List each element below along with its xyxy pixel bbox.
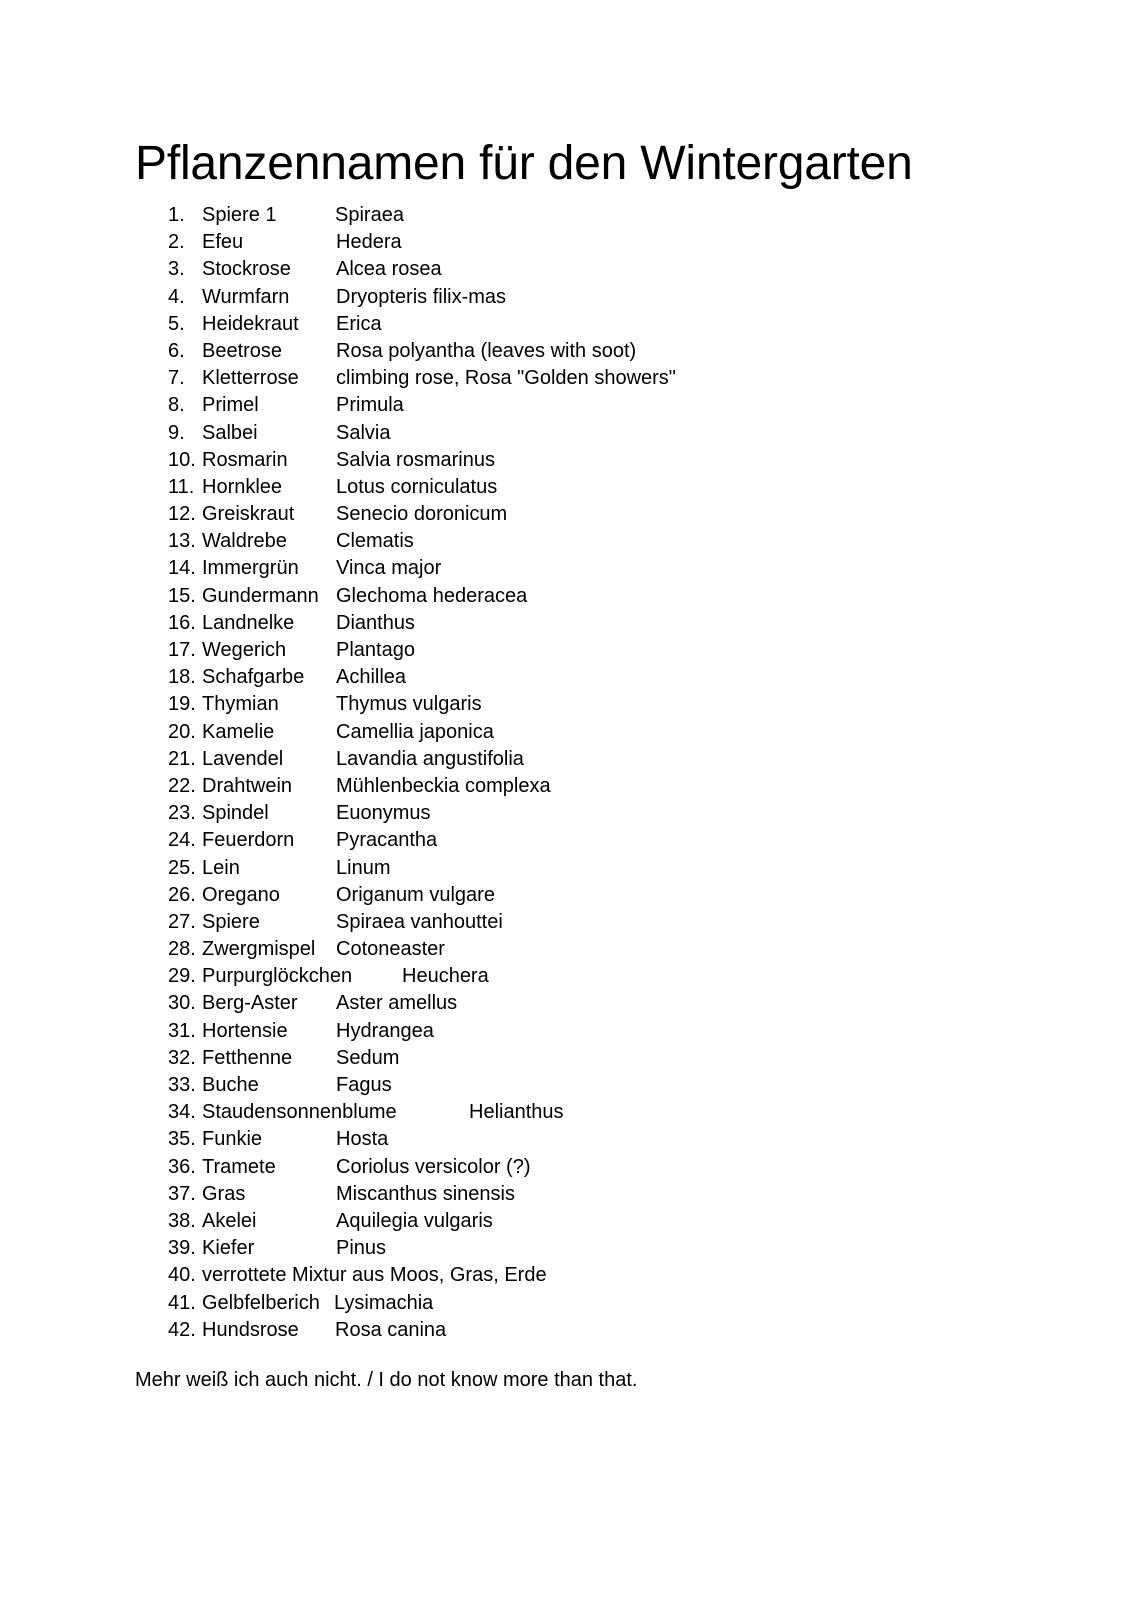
item-number: 34.	[168, 1101, 196, 1124]
list-item	[0, 610, 1131, 637]
list-item	[0, 691, 1131, 718]
latin-name: Rosa canina	[335, 1318, 447, 1341]
page-title: Pflanzennamen für den Wintergarten	[135, 137, 913, 190]
item-number: 38.	[168, 1209, 196, 1232]
list-item	[0, 963, 1131, 990]
list-item	[0, 528, 1131, 555]
latin-name: Dianthus	[336, 611, 415, 634]
item-number: 14.	[168, 557, 196, 580]
item-number: 16.	[168, 611, 196, 634]
german-name: Kiefer	[202, 1237, 255, 1260]
item-number: 28.	[168, 938, 196, 961]
german-name: Tramete	[202, 1155, 276, 1178]
item-number: 35.	[168, 1128, 196, 1151]
list-item	[0, 909, 1131, 936]
latin-name: Alcea rosea	[336, 258, 442, 281]
german-name: Funkie	[202, 1128, 263, 1151]
latin-name: Salvia rosmarinus	[336, 448, 495, 471]
item-number: 13.	[168, 530, 196, 553]
list-item	[0, 229, 1131, 256]
latin-name: Heuchera	[402, 965, 489, 988]
list-item	[0, 827, 1131, 854]
german-name: Schafgarbe	[202, 666, 305, 689]
german-name: Kletterrose	[202, 367, 299, 390]
german-name: Akelei	[202, 1209, 257, 1232]
german-name: Beetrose	[202, 339, 283, 362]
german-name: Buche	[202, 1074, 259, 1096]
latin-name: Rosa polyantha (leaves with soot)	[336, 339, 637, 362]
latin-name: Sedum	[336, 1046, 400, 1069]
list-item	[0, 746, 1131, 773]
latin-name: Hosta	[336, 1128, 389, 1151]
list-item	[0, 1072, 1131, 1099]
german-name: Rosmarin	[202, 448, 288, 471]
latin-name: Helianthus	[469, 1101, 564, 1124]
latin-name: Lavandia angustifolia	[336, 747, 524, 770]
latin-name: Salvia	[336, 421, 391, 444]
german-name: Spiere 1	[202, 204, 277, 226]
german-name: Immergrün	[202, 557, 299, 580]
list-item	[0, 311, 1131, 338]
latin-name: Cotoneaster	[336, 938, 445, 961]
german-name: Efeu	[202, 231, 244, 254]
latin-name: Pyracantha	[336, 829, 438, 852]
german-name: Purpurglöckchen	[202, 965, 353, 988]
latin-name: Erica	[336, 312, 382, 335]
item-number: 5.	[168, 312, 185, 335]
item-number: 8.	[168, 394, 185, 417]
latin-name: Aquilegia vulgaris	[336, 1209, 493, 1232]
german-name: Feuerdorn	[202, 829, 295, 852]
latin-name: Spiraea	[335, 204, 404, 226]
item-number: 1.	[168, 204, 185, 226]
list-item	[0, 1126, 1131, 1153]
list-item	[0, 284, 1131, 311]
list-item	[0, 583, 1131, 610]
latin-name: Plantago	[336, 639, 415, 661]
list-item	[0, 855, 1131, 882]
list-item	[0, 1181, 1131, 1208]
german-name: Lavendel	[202, 747, 284, 770]
item-number: 27.	[168, 910, 196, 933]
german-name: Hornklee	[202, 475, 283, 498]
item-number: 7.	[168, 367, 185, 390]
item-number: 22.	[168, 774, 196, 797]
list-item	[0, 420, 1131, 447]
list-item	[0, 256, 1131, 283]
list-item	[0, 555, 1131, 582]
latin-name: Achillea	[336, 666, 407, 689]
item-number: 9.	[168, 421, 185, 444]
list-item	[0, 1317, 1131, 1344]
latin-name: Euonymus	[336, 802, 431, 825]
item-number: 2.	[168, 231, 185, 254]
german-name: Waldrebe	[202, 530, 287, 553]
german-name: Lein	[202, 856, 240, 879]
latin-name: Linum	[336, 856, 391, 879]
item-number: 30.	[168, 992, 196, 1015]
list-item	[0, 1154, 1131, 1181]
latin-name: Glechoma hederacea	[336, 584, 528, 607]
german-name: Landnelke	[202, 611, 295, 634]
list-item	[0, 1045, 1131, 1072]
item-number: 25.	[168, 856, 196, 879]
list-item	[0, 800, 1131, 827]
item-number: 15.	[168, 584, 196, 607]
list-item	[0, 474, 1131, 501]
german-name: Greiskraut	[202, 503, 295, 526]
german-name: Hortensie	[202, 1019, 288, 1042]
german-name: Drahtwein	[202, 774, 293, 797]
latin-name: climbing rose, Rosa "Golden showers"	[336, 367, 676, 390]
german-name: Thymian	[202, 693, 279, 716]
item-number: 20.	[168, 720, 196, 743]
list-item	[0, 202, 1131, 229]
item-number: 3.	[168, 258, 185, 281]
item-number: 31.	[168, 1019, 196, 1042]
latin-name: Clematis	[336, 530, 414, 553]
german-name: Primel	[202, 394, 259, 417]
latin-name: Lysimachia	[334, 1291, 434, 1314]
german-name: Salbei	[202, 421, 258, 444]
german-name: Gelbfelberich	[202, 1291, 320, 1314]
list-item	[0, 365, 1131, 392]
latin-name: Camellia japonica	[336, 720, 494, 743]
latin-name: Coriolus versicolor (?)	[336, 1155, 531, 1178]
item-number: 24.	[168, 829, 196, 852]
list-item	[0, 501, 1131, 528]
item-number: 41.	[168, 1291, 196, 1314]
latin-name: Primula	[336, 394, 404, 417]
item-number: 12.	[168, 503, 196, 526]
list-item	[0, 1099, 1131, 1126]
list-item	[0, 392, 1131, 419]
item-number: 36.	[168, 1155, 196, 1178]
item-number: 23.	[168, 802, 196, 825]
german-name: Wegerich	[202, 639, 287, 661]
list-item	[0, 719, 1131, 746]
item-number: 42.	[168, 1318, 196, 1341]
latin-name: Fagus	[336, 1074, 392, 1096]
german-name: Hundsrose	[202, 1318, 299, 1341]
latin-name: Aster amellus	[336, 992, 458, 1015]
german-name: Fetthenne	[202, 1046, 293, 1069]
item-number: 10.	[168, 448, 196, 471]
german-name: Spindel	[202, 802, 269, 825]
list-item	[0, 664, 1131, 691]
list-item	[0, 1208, 1131, 1235]
list-item	[0, 773, 1131, 800]
german-name: Oregano	[202, 883, 280, 906]
latin-name: Hedera	[336, 231, 402, 254]
german-name: Stockrose	[202, 258, 291, 281]
plant-list	[0, 202, 1131, 1344]
list-item	[0, 1290, 1131, 1317]
item-number: 37.	[168, 1182, 196, 1205]
item-number: 39.	[168, 1237, 196, 1260]
list-item	[0, 447, 1131, 474]
item-number: 11.	[168, 475, 195, 498]
latin-name: Pinus	[336, 1237, 387, 1260]
item-number: 19.	[168, 693, 196, 716]
latin-name: Dryopteris filix-mas	[336, 285, 507, 308]
latin-name: Spiraea vanhouttei	[336, 910, 503, 933]
german-name: Gras	[202, 1182, 246, 1205]
list-item	[0, 1235, 1131, 1262]
closing-note: Mehr weiß ich auch nicht. / I do not know more than that.	[135, 1369, 638, 1391]
german-name: Zwergmispel	[202, 938, 316, 961]
german-name: Wurmfarn	[202, 285, 290, 308]
list-item	[0, 1262, 1131, 1289]
item-number: 26.	[168, 883, 196, 906]
list-item	[0, 338, 1131, 365]
list-item	[0, 637, 1131, 664]
german-name: Heidekraut	[202, 312, 299, 335]
latin-name: Origanum vulgare	[336, 883, 495, 906]
latin-name: Mühlenbeckia complexa	[336, 774, 551, 797]
item-number: 33.	[168, 1074, 196, 1096]
item-number: 32.	[168, 1046, 196, 1069]
item-number: 29.	[168, 965, 196, 988]
latin-name: Vinca major	[336, 557, 442, 580]
german-name: Staudensonnenblume	[202, 1101, 397, 1124]
list-item	[0, 990, 1131, 1017]
latin-name: Thymus vulgaris	[336, 693, 482, 716]
latin-name: Hydrangea	[336, 1019, 434, 1042]
latin-name: Senecio doronicum	[336, 503, 508, 526]
item-number: 17.	[168, 639, 196, 661]
german-name: verrottete Mixtur aus Moos, Gras, Erde	[202, 1264, 547, 1287]
item-number: 18.	[168, 666, 196, 689]
list-item	[0, 882, 1131, 909]
list-item	[0, 1018, 1131, 1045]
item-number: 40.	[168, 1264, 196, 1287]
item-number: 6.	[168, 339, 185, 362]
latin-name: Lotus corniculatus	[336, 475, 498, 498]
list-item	[0, 936, 1131, 963]
german-name: Spiere	[202, 910, 260, 933]
german-name: Kamelie	[202, 720, 275, 743]
item-number: 21.	[168, 747, 196, 770]
latin-name: Miscanthus sinensis	[336, 1182, 515, 1205]
german-name: Gundermann	[202, 584, 319, 607]
item-number: 4.	[168, 285, 185, 308]
german-name: Berg-Aster	[202, 992, 298, 1015]
